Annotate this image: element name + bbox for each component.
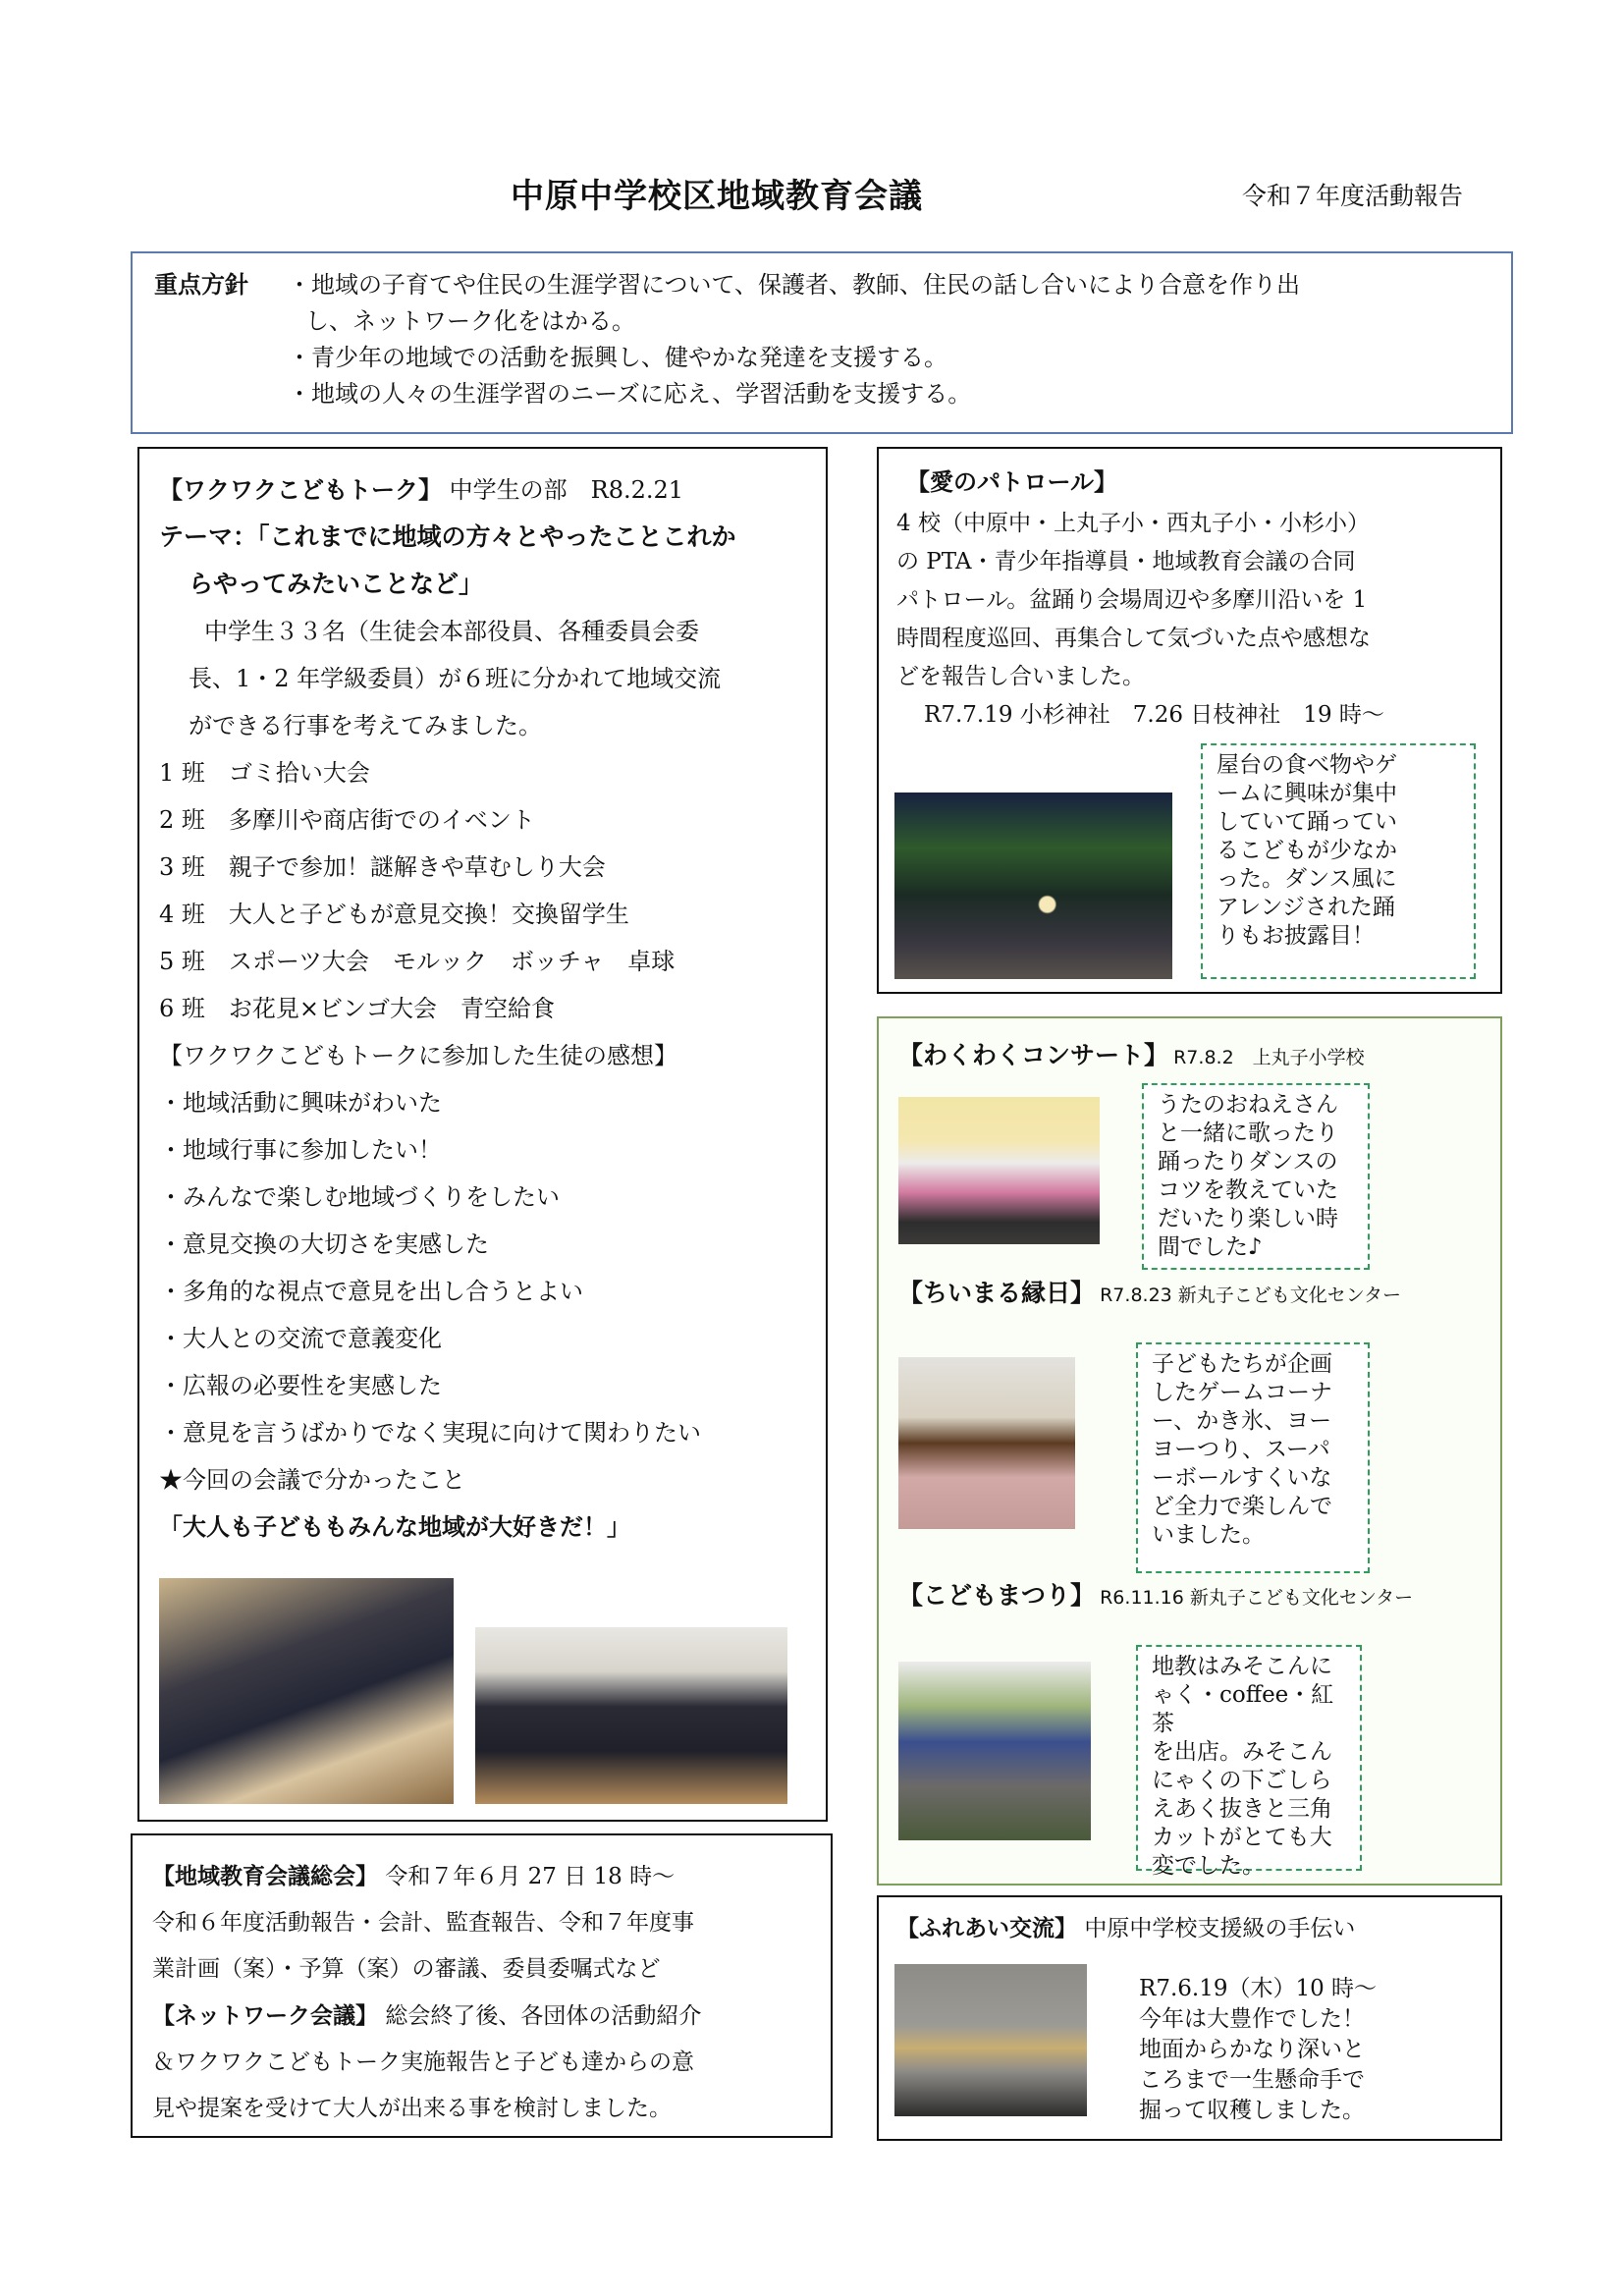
events-section <box>877 1016 1502 1886</box>
group-item: 2 班 多摩川や商店街でのイベント <box>159 806 535 834</box>
assembly-date: 令和７年６月 27 日 18 時～ <box>385 1864 676 1889</box>
note-line: 子どもたちが企画 <box>1152 1351 1332 1377</box>
policy-lead: 重点方針 <box>154 271 248 299</box>
talk-heading-sub: 中学生の部 R8.2.21 <box>449 476 684 504</box>
policy-line: ・地域の人々の生涯学習のニーズに応え、学習活動を支援する。 <box>288 380 972 408</box>
classroom-meeting-photo <box>475 1627 787 1804</box>
network-line: 見や提案を受けて大人が出来る事を検討しました。 <box>152 2096 672 2121</box>
note-line: 変でした。 <box>1152 1853 1265 1879</box>
note-line: にゃくの下ごしら <box>1152 1768 1332 1793</box>
ennichi-heading-row <box>898 1274 1401 1309</box>
policy-line: ・地域の子育てや住民の生涯学習について、保護者、教師、住民の話し合いにより合意を作り出 <box>288 271 1301 299</box>
fureai-line: ころまで一生懸命手で <box>1139 2067 1365 2093</box>
note-line: したゲームコーナ <box>1152 1380 1332 1405</box>
impression-item: ・広報の必要性を実感した <box>159 1372 442 1399</box>
ennichi-meta: R7.8.23 新丸子こども文化センター <box>1100 1285 1402 1306</box>
note-line: ームに興味が集中 <box>1217 781 1397 806</box>
talk-heading-row <box>159 466 812 514</box>
matsuri-meta: R6.11.16 新丸子こども文化センター <box>1100 1587 1414 1609</box>
talk-theme-row <box>159 514 812 561</box>
misokonnyaku-stall-photo <box>898 1662 1091 1840</box>
sweet-potato-harvest-photo <box>894 1964 1087 2116</box>
fureai-heading: 【ふれあい交流】 <box>896 1915 1077 1941</box>
impression-item: ・意見交換の大切さを実感した <box>159 1230 489 1258</box>
note-line: いました。 <box>1152 1522 1265 1548</box>
policy-line: し、ネットワーク化をはかる。 <box>305 307 635 335</box>
network-heading-row <box>152 1993 819 2040</box>
concert-photo <box>898 1097 1100 1244</box>
note-line: 踊ったりダンスの <box>1158 1149 1338 1175</box>
impressions-heading: 【ワクワクこどもトークに参加した生徒の感想】 <box>159 1042 677 1069</box>
note-line: と一緒に歌ったり <box>1158 1121 1338 1146</box>
intro-line: 中学生３３名（生徒会本部役員、各種委員会委 <box>204 618 699 645</box>
patrol-heading: 【愛のパトロール】 <box>906 467 1118 496</box>
patrol-body-line: 4 校（中原中・上丸子小・西丸子小・小杉小） <box>896 511 1370 536</box>
note-line: 地教はみそこんに <box>1152 1654 1332 1679</box>
assembly-line: 業計画（案）・予算（案）の審議、委員委嘱式など <box>152 1956 661 1982</box>
patrol-body-line: の PTA・青少年指導員・地域教育会議の合同 <box>896 549 1356 574</box>
fureai-line: 地面からかなり深いと <box>1139 2037 1365 2062</box>
ennichi-note <box>1136 1342 1370 1573</box>
ennichi-heading: 【ちいまる縁日】 <box>898 1279 1096 1307</box>
note-line: った。ダンス風に <box>1217 866 1397 892</box>
group-item: 3 班 親子で参加！謎解きや草むしり大会 <box>159 853 606 881</box>
patrol-body-line: 時間程度巡回、再集合して気づいた点や感想な <box>896 626 1371 651</box>
note-line: コツを教えていた <box>1158 1177 1338 1203</box>
student-group-discussion-photo <box>159 1578 454 1804</box>
note-line: を出店。みそこん <box>1152 1739 1332 1765</box>
impression-item: ・地域活動に興味がわいた <box>159 1089 442 1117</box>
policy-box <box>131 251 1513 434</box>
theme-label: テーマ： <box>159 522 258 551</box>
fureai-line: 掘って収穫しました。 <box>1139 2098 1365 2123</box>
group-item: 1 班 ゴミ拾い大会 <box>159 759 370 787</box>
impression-item: ・地域行事に参加したい！ <box>159 1136 442 1164</box>
patrol-body-line: どを報告し合いました。 <box>896 664 1145 689</box>
group-item: 5 班 スポーツ大会 モルック ボッチャ 卓球 <box>159 948 676 975</box>
matsuri-note <box>1136 1645 1362 1879</box>
note-line: 間でした♪ <box>1158 1234 1263 1260</box>
impression-item: ・みんなで楽しむ地域づくりをしたい <box>159 1183 560 1211</box>
assembly-heading-row <box>152 1853 819 1900</box>
note-line: ー、かき氷、ヨー <box>1152 1408 1332 1434</box>
fureai-text <box>1139 1974 1377 2126</box>
assembly-line: 令和６年度活動報告・会計、監査報告、令和７年度事 <box>152 1910 694 1936</box>
network-line: 総会終了後、各団体の活動紹介 <box>385 2003 702 2029</box>
fureai-line: 今年は大豊作でした！ <box>1139 2006 1365 2032</box>
note-line: 屋台の食べ物やゲ <box>1217 752 1397 778</box>
note-line: えあく抜きと三角 <box>1152 1796 1332 1822</box>
matsuri-heading-row <box>898 1576 1413 1612</box>
intro-line: 長、1・2 年学級委員）が６班に分かれて地域交流 <box>189 665 722 692</box>
group-item: 6 班 お花見×ビンゴ大会 青空給食 <box>159 995 556 1022</box>
impression-item: ・多角的な視点で意見を出し合うとよい <box>159 1278 583 1305</box>
patrol-section <box>877 447 1502 994</box>
concert-heading-row <box>898 1036 1365 1071</box>
note-line: ヨーつり、スーパ <box>1152 1437 1330 1462</box>
ennichi-room-photo <box>898 1357 1075 1529</box>
fureai-section <box>877 1895 1502 2141</box>
theme-line: 「これまでに地域の方々とやったことこれか <box>257 522 736 551</box>
concert-heading: 【わくわくコンサート】 <box>898 1041 1169 1069</box>
note-line: アレンジされた踊 <box>1217 895 1395 920</box>
note-line: カットがとても大 <box>1152 1825 1332 1850</box>
note-line: ゃく・coffee・紅茶 <box>1152 1682 1334 1736</box>
concert-meta: R7.8.2 上丸子小学校 <box>1173 1047 1365 1068</box>
note-line: ーボールすくいな <box>1152 1465 1332 1491</box>
policy-line: ・青少年の地域での活動を振興し、健やかな発達を支援する。 <box>288 344 947 371</box>
patrol-schedule: R7.7.19 小杉神社 7.26 日枝神社 19 時～ <box>924 702 1384 728</box>
concert-note <box>1142 1083 1370 1270</box>
group-item: 4 班 大人と子どもが意見交換！交換留学生 <box>159 901 629 928</box>
patrol-note <box>1201 743 1476 979</box>
note-line: だいたり楽しい時 <box>1158 1206 1338 1231</box>
intro-line: ができる行事を考えてみました。 <box>189 712 542 739</box>
note-line: うたのおねえさん <box>1158 1092 1338 1118</box>
fureai-heading-row <box>896 1909 1488 1948</box>
note-line: ど全力で楽しんで <box>1152 1494 1332 1519</box>
kodomo-talk-section <box>137 447 828 1822</box>
fureai-heading-sub: 中原中学校支援級の手伝い <box>1084 1916 1356 1941</box>
network-heading: 【ネットワーク会議】 <box>152 2002 378 2029</box>
impression-item: ・大人との交流で意義変化 <box>159 1325 442 1352</box>
page-title: 中原中学校区地域教育会議 <box>511 177 923 216</box>
policy-row <box>154 267 1491 303</box>
theme-line: らやってみたいことなど」 <box>189 570 484 598</box>
fureai-line: R7.6.19（木）10 時～ <box>1139 1976 1378 2001</box>
matsuri-heading: 【こどもまつり】 <box>898 1581 1096 1610</box>
learned-label: ★今回の会議で分かったこと <box>159 1466 465 1494</box>
bon-dance-night-photo <box>894 793 1172 979</box>
patrol-body-line: パトロール。盆踊り会場周辺や多摩川沿いを 1 <box>896 587 1368 613</box>
learned-quote: 「大人も子どももみんな地域が大好きだ！」 <box>159 1512 630 1541</box>
note-line: していて踊ってい <box>1217 809 1397 835</box>
note-line: りもお披露目！ <box>1217 923 1375 949</box>
network-line: ＆ワクワクこどもトーク実施報告と子ども達からの意 <box>152 2050 694 2075</box>
general-assembly-section <box>131 1833 833 2138</box>
impression-item: ・意見を言うばかりでなく実現に向けて関わりたい <box>159 1419 701 1447</box>
note-line: るこどもが少なか <box>1217 838 1397 863</box>
report-label: 令和７年度活動報告 <box>1242 182 1464 210</box>
talk-photos <box>159 1578 807 1814</box>
assembly-heading: 【地域教育会議総会】 <box>152 1863 378 1889</box>
talk-heading: 【ワクワクこどもトーク】 <box>159 475 442 504</box>
